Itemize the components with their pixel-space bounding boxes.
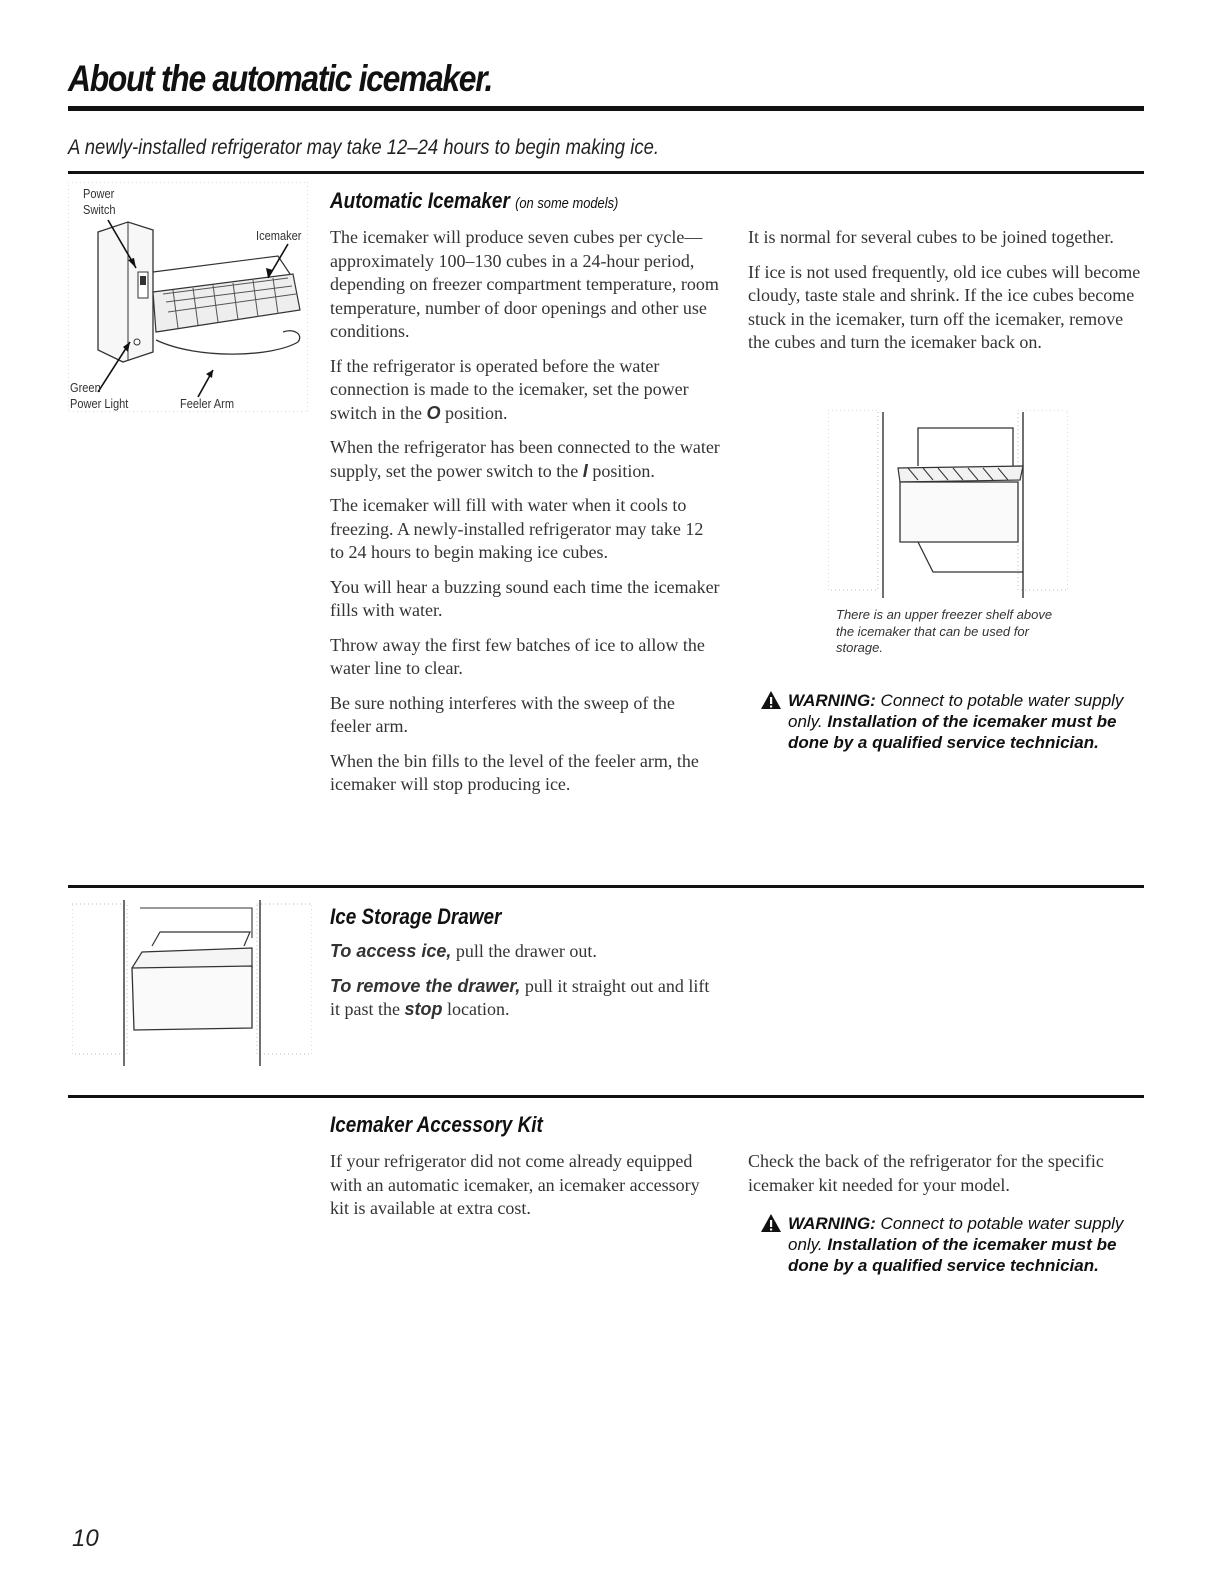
automatic-icemaker-heading [330, 188, 618, 214]
paragraph: Throw away the first few batches of ice to allow the water line to clear. [330, 634, 705, 678]
section-divider-middle [68, 885, 1144, 888]
label-feeler-arm: Feeler Arm [180, 396, 235, 411]
label-power: Power [83, 186, 115, 201]
section-divider-top [68, 171, 1144, 174]
heading-text: Automatic Icemaker [330, 188, 510, 213]
paragraph: You will hear a buzzing sound each time the icemaker fills with water. [330, 576, 720, 620]
paragraph: If your refrigerator did not come already equipped with an automatic icemaker, an icemaker accessory kit is available at extra cost. [330, 1151, 700, 1218]
ice-storage-text [330, 940, 720, 1033]
label-power-light: Power Light [70, 396, 129, 411]
ice-storage-heading: Ice Storage Drawer [330, 904, 502, 929]
warning-icon [760, 1213, 782, 1233]
paragraph: The icemaker will produce seven cubes per cycle—approximately 100–130 cubes in a 24-hour period, depending on freezer compartment temperature, room temperature, number of door openings and other use conditions. [330, 227, 719, 341]
paragraph: The icemaker will fill with water when it cools to freezing. A newly-installed refrigerator may take 12 to 24 hours to begin making ice cubes. [330, 495, 704, 562]
warning-text: Connect to potable water supply only. [788, 691, 1124, 731]
warning-text: Connect to potable water supply only. [788, 1214, 1124, 1254]
freezer-shelf-illustration [828, 410, 1068, 600]
page-number: 10 [72, 1525, 99, 1552]
paragraph: When the bin fills to the level of the feeler arm, the icemaker will stop producing ice. [330, 750, 699, 794]
paragraph: When the refrigerator has been connected to the water supply, set the power switch to the I position. [330, 437, 720, 481]
label-switch: Switch [83, 202, 116, 217]
section-divider-bottom [68, 1095, 1144, 1098]
paragraph: If ice is not used frequently, old ice cubes will become cloudy, taste stale and shrink. If the ice cubes become stuck in the icemaker, turn off the icemaker, remove the cubes and turn the icemaker back on. [748, 261, 1141, 352]
shelf-caption: There is an upper freezer shelf above the icemaker that can be used for storage. [836, 607, 1053, 655]
warning-notice-accessory [788, 1213, 1128, 1276]
power-symbol-i: I [582, 460, 588, 481]
stop-term: stop [404, 999, 443, 1019]
lead-text: To remove the drawer, [330, 975, 521, 996]
heading-note: (on some models) [515, 195, 619, 212]
title-rule [68, 106, 1144, 111]
accessory-kit-text-right [748, 1150, 1148, 1208]
icemaker-text-column [330, 226, 720, 808]
accessory-kit-heading: Icemaker Accessory Kit [330, 1112, 543, 1137]
paragraph: To access ice, pull the drawer out. [330, 941, 597, 961]
lead-text: To access ice, [330, 941, 452, 961]
warning-bold-text: Installation of the icemaker must be done by a qualified service technician. [788, 1235, 1117, 1275]
paragraph: Be sure nothing interferes with the sweep of the feeler arm. [330, 692, 675, 736]
warning-label: WARNING: [788, 691, 876, 710]
ice-drawer-illustration [72, 898, 312, 1068]
paragraph: To remove the drawer, pull it straight out and lift it past the stop location. [330, 975, 710, 1019]
label-green: Green [70, 380, 101, 395]
paragraph: It is normal for several cubes to be joined together. [748, 227, 1114, 247]
warning-notice [788, 690, 1128, 753]
accessory-kit-text-left [330, 1150, 710, 1232]
warning-bold-text: Installation of the icemaker must be done by a qualified service technician. [788, 712, 1117, 752]
icemaker-right-column [748, 226, 1148, 366]
warning-label: WARNING: [788, 1214, 876, 1233]
warning-icon [760, 690, 782, 710]
paragraph: If the refrigerator is operated before the water connection is made to the icemaker, set the power switch in the O position. [330, 355, 689, 423]
page-title: About the automatic icemaker. [68, 58, 493, 99]
label-icemaker: Icemaker [256, 228, 302, 243]
paragraph: Check the back of the refrigerator for the specific icemaker kit needed for your model. [748, 1151, 1104, 1195]
power-symbol-o: O [426, 402, 441, 423]
page-subtitle: A newly-installed refrigerator may take 12–24 hours to begin making ice. [68, 136, 659, 159]
